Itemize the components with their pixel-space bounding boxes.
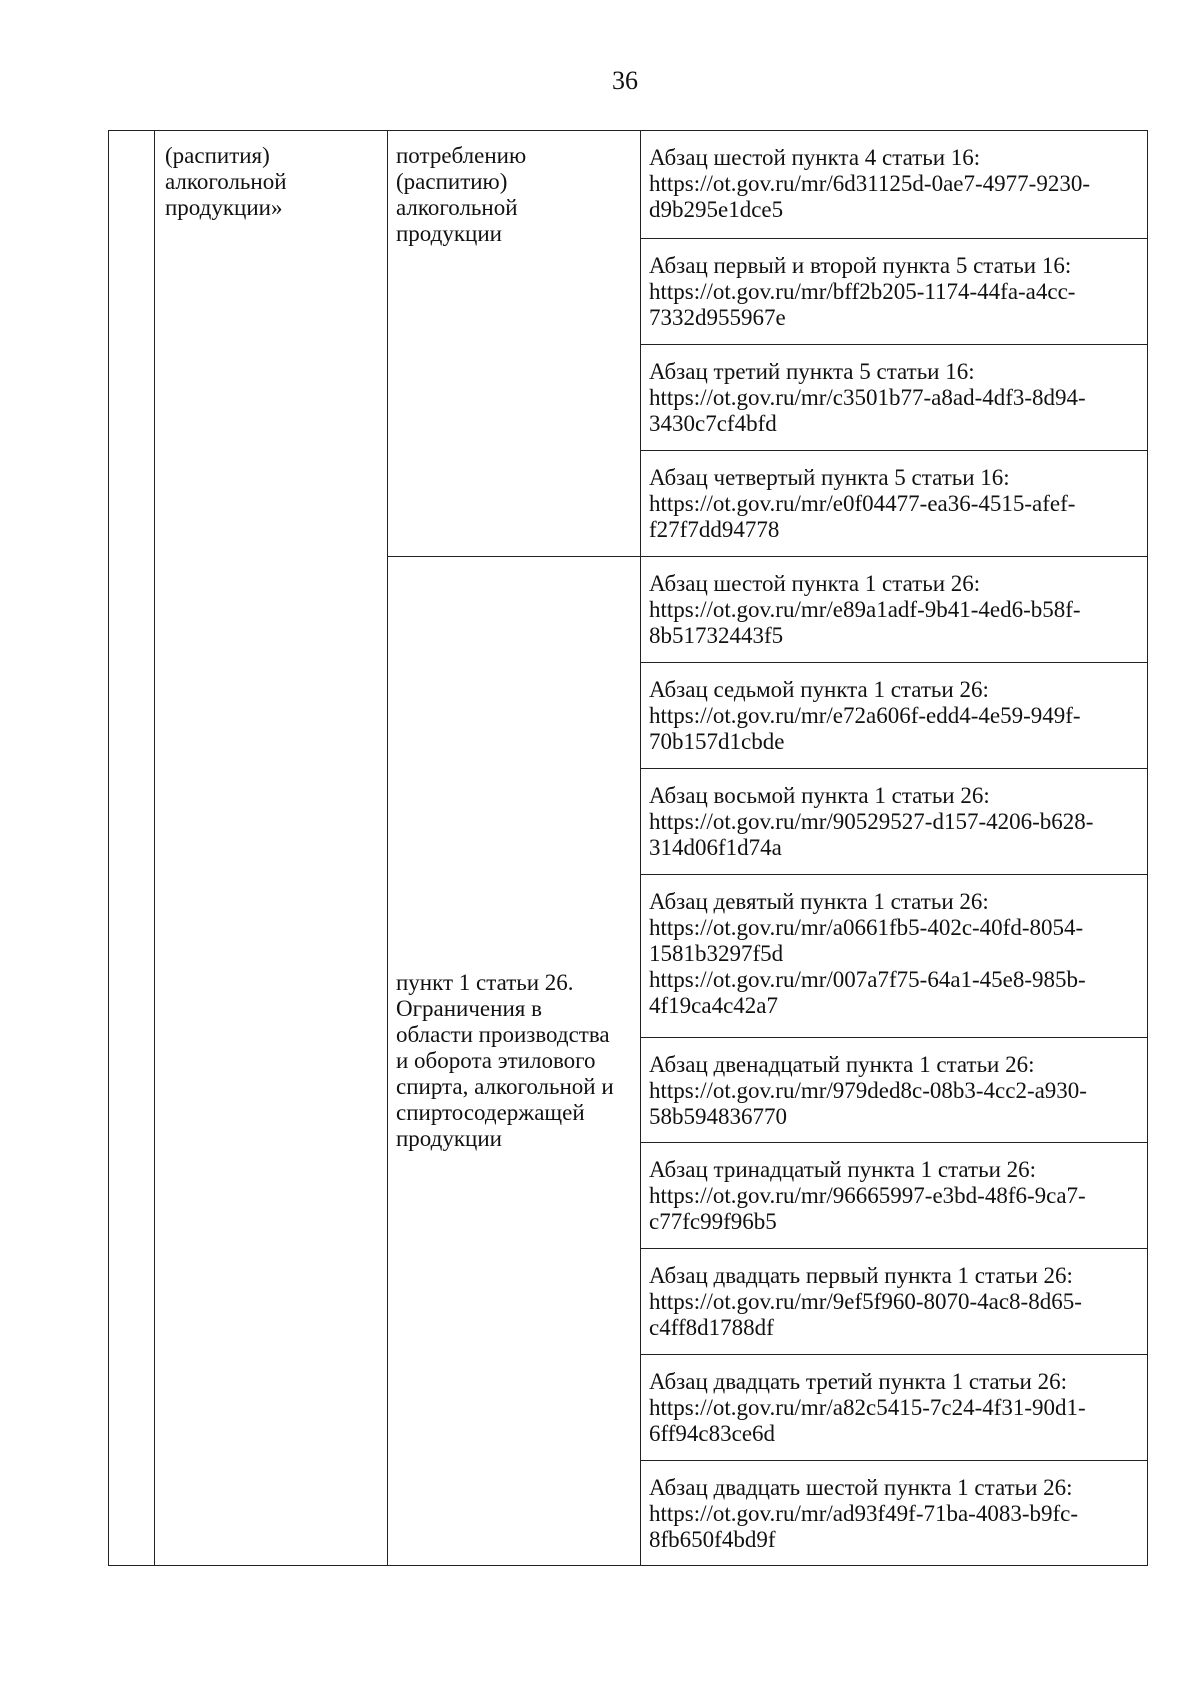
reference-cell: [641, 344, 1148, 450]
reference-link[interactable]: https://ot.gov.ru/mr/9ef5f960-8070-4ac8-8d65-: [649, 1289, 1082, 1315]
reference-link[interactable]: https://ot.gov.ru/mr/a82c5415-7c24-4f31-90d1-: [649, 1395, 1086, 1420]
reference-link[interactable]: c77fc99f96b5: [649, 1209, 777, 1235]
reference-link[interactable]: https://ot.gov.ru/mr/bff2b205-1174-44fa-a4cc-: [649, 278, 1076, 304]
reference-title: Абзац тринадцатый пункта 1 статьи 26:: [649, 1157, 1037, 1183]
document-table: [108, 130, 1148, 1566]
page-number: 36: [612, 66, 638, 95]
reference-cell: [641, 238, 1148, 344]
reference-cell: [641, 1355, 1148, 1461]
reference-cell: [641, 874, 1148, 1037]
reference-title: Абзац третий пункта 5 статьи 16:: [649, 358, 975, 384]
reference-title: Абзац двадцать первый пункта 1 статьи 26:: [649, 1263, 1073, 1289]
reference-link[interactable]: 8fb650f4bd9f: [649, 1526, 776, 1552]
reference-title: Абзац двенадцатый пункта 1 статьи 26:: [649, 1052, 1035, 1078]
reference-title: Абзац шестой пункта 4 статьи 16:: [649, 145, 981, 170]
reference-link[interactable]: d9b295e1dce5: [649, 197, 784, 222]
reference-link[interactable]: https://ot.gov.ru/mr/e72a606f-edd4-4e59-949f-: [649, 702, 1081, 728]
reference-cell: [641, 662, 1148, 768]
reference-link[interactable]: 6ff94c83ce6d: [649, 1421, 776, 1446]
reference-link[interactable]: 70b157d1cbde: [649, 728, 785, 754]
reference-title: Абзац первый и второй пункта 5 статьи 16:: [649, 252, 1072, 278]
reference-link[interactable]: https://ot.gov.ru/mr/e0f04477-ea36-4515-afef-: [649, 490, 1076, 516]
reference-link[interactable]: 8b51732443f5: [649, 622, 784, 648]
table-row: [109, 131, 1148, 239]
reference-title: Абзац двадцать третий пункта 1 статьи 26:: [649, 1369, 1068, 1394]
reference-title: Абзац восьмой пункта 1 статьи 26:: [649, 782, 990, 808]
reference-link[interactable]: https://ot.gov.ru/mr/6d31125d-0ae7-4977-9230-: [649, 171, 1090, 196]
reference-link[interactable]: https://ot.gov.ru/mr/007a7f75-64a1-45e8-985b-: [649, 966, 1086, 992]
row-number-cell: [109, 131, 155, 1566]
reference-link[interactable]: https://ot.gov.ru/mr/a0661fb5-402c-40fd-8054-: [649, 914, 1084, 940]
requirement-cell: [388, 131, 641, 557]
reference-cell: [641, 1143, 1148, 1249]
reference-link[interactable]: https://ot.gov.ru/mr/ad93f49f-71ba-4083-b9fc-: [649, 1500, 1079, 1526]
reference-link[interactable]: c4ff8d1788df: [649, 1315, 774, 1341]
reference-link[interactable]: https://ot.gov.ru/mr/90529527-d157-4206-b628-: [649, 808, 1094, 834]
name-cell: [155, 131, 388, 1566]
reference-link[interactable]: 314d06f1d74a: [649, 834, 782, 860]
reference-cell: [641, 1249, 1148, 1355]
reference-cell: [641, 1038, 1148, 1143]
requirement-cell-text: потреблению (распитию) алкогольной продукции: [396, 143, 527, 246]
reference-link[interactable]: https://ot.gov.ru/mr/e89a1adf-9b41-4ed6-b58f-: [649, 596, 1081, 622]
reference-link[interactable]: 7332d955967e: [649, 304, 786, 330]
reference-link[interactable]: 58b594836770: [649, 1104, 787, 1130]
reference-link[interactable]: 3430c7cf4bfd: [649, 410, 777, 436]
requirement-cell: [388, 556, 641, 1565]
reference-link[interactable]: https://ot.gov.ru/mr/979ded8c-08b3-4cc2-a930-: [649, 1078, 1087, 1104]
reference-title: Абзац девятый пункта 1 статьи 26:: [649, 888, 989, 914]
reference-cell: [641, 131, 1148, 239]
reference-link[interactable]: f27f7dd94778: [649, 516, 780, 542]
reference-link[interactable]: https://ot.gov.ru/mr/96665997-e3bd-48f6-9ca7-: [649, 1183, 1086, 1209]
reference-cell: [641, 768, 1148, 874]
reference-cell: [641, 1460, 1148, 1565]
reference-link[interactable]: 1581b3297f5d: [649, 940, 784, 966]
requirement-cell-text: пункт 1 статьи 26. Ограничения в области производства и оборота этилового спирта, алкогольной и спиртосодержащей продукции: [396, 969, 614, 1151]
reference-link[interactable]: 4f19ca4c42a7: [649, 992, 778, 1018]
reference-cell: [641, 450, 1148, 556]
name-cell-text: (распития) алкогольной продукции»: [165, 143, 287, 220]
reference-title: Абзац седьмой пункта 1 статьи 26:: [649, 676, 989, 702]
reference-cell: [641, 556, 1148, 662]
reference-link[interactable]: https://ot.gov.ru/mr/c3501b77-a8ad-4df3-8d94-: [649, 384, 1086, 410]
reference-title: Абзац четвертый пункта 5 статьи 16:: [649, 464, 1010, 490]
reference-title: Абзац шестой пункта 1 статьи 26:: [649, 570, 981, 596]
reference-title: Абзац двадцать шестой пункта 1 статьи 26:: [649, 1474, 1073, 1500]
